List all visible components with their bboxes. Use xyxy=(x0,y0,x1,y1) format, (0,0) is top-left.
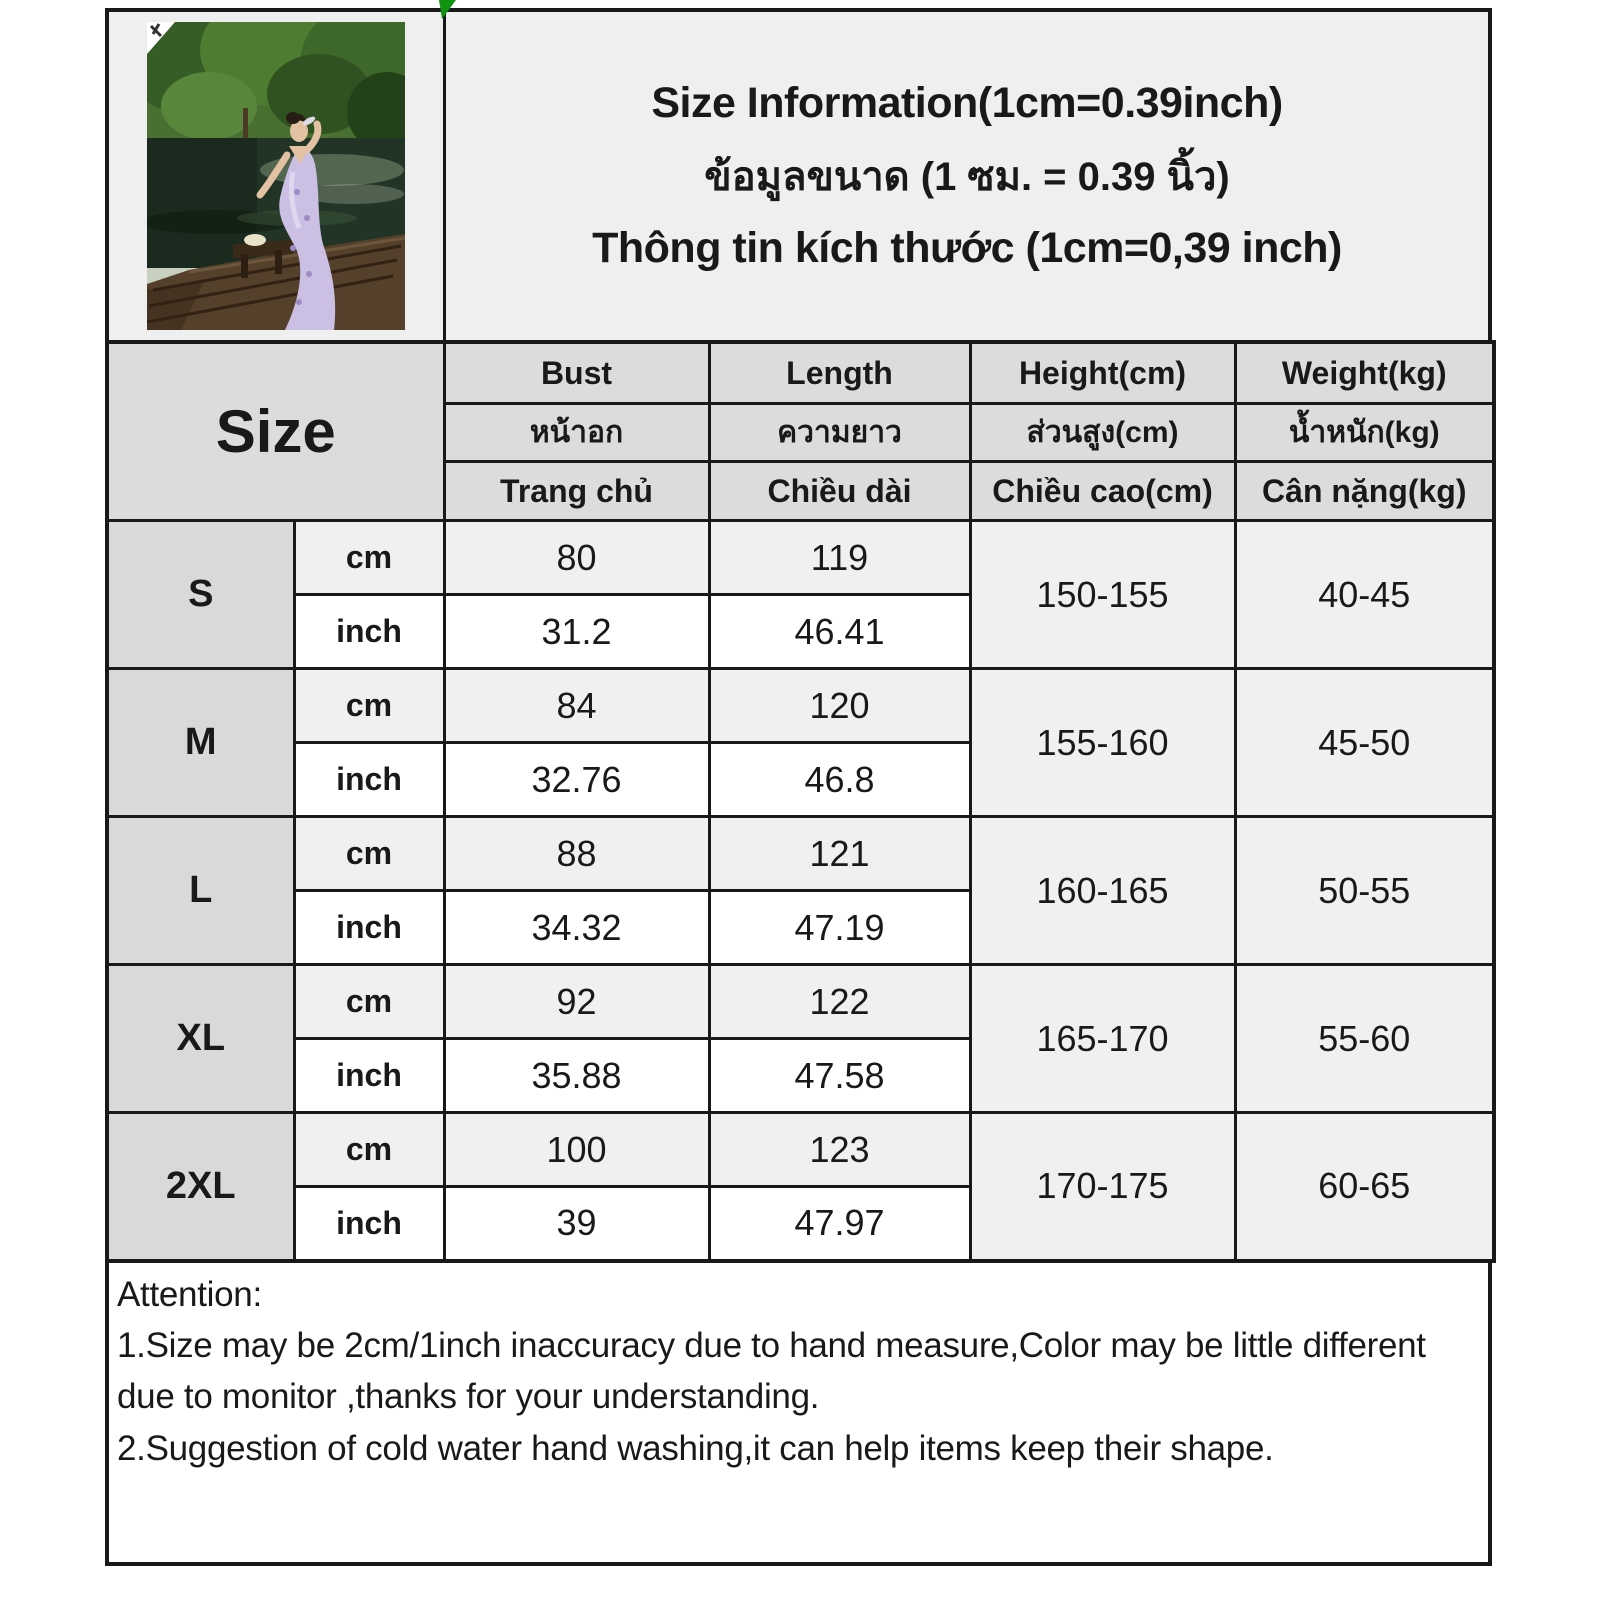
l-length-inch: 47.19 xyxy=(709,891,970,965)
l-bust-cm: 88 xyxy=(444,817,709,891)
header-row xyxy=(105,8,1492,340)
green-corner-marker-icon xyxy=(439,0,457,19)
row-l-cm xyxy=(107,817,1494,891)
bust-header-en: Bust xyxy=(444,342,709,404)
row-2xl-cm xyxy=(107,1113,1494,1187)
s-height-range: 150-155 xyxy=(970,521,1235,669)
unit-inch: inch xyxy=(294,891,444,965)
unit-cm: cm xyxy=(294,1113,444,1187)
size-label-2xl: 2XL xyxy=(107,1113,294,1261)
2xl-bust-inch: 39 xyxy=(444,1187,709,1261)
s-weight-range: 40-45 xyxy=(1235,521,1494,669)
xl-length-inch: 47.58 xyxy=(709,1039,970,1113)
length-header-vi: Chiều dài xyxy=(709,462,970,521)
row-m-cm xyxy=(107,669,1494,743)
m-bust-cm: 84 xyxy=(444,669,709,743)
size-label-s: S xyxy=(107,521,294,669)
length-header-th: ความยาว xyxy=(709,404,970,462)
unit-inch: inch xyxy=(294,743,444,817)
size-chart-sheet xyxy=(105,8,1492,1566)
weight-header-en: Weight(kg) xyxy=(1235,342,1494,404)
2xl-height-range: 170-175 xyxy=(970,1113,1235,1261)
bust-header-vi: Trang chủ xyxy=(444,462,709,521)
unit-cm: cm xyxy=(294,521,444,595)
unit-cm: cm xyxy=(294,965,444,1039)
height-header-vi: Chiều cao(cm) xyxy=(970,462,1235,521)
unit-cm: cm xyxy=(294,817,444,891)
unit-inch: inch xyxy=(294,1187,444,1261)
xl-bust-cm: 92 xyxy=(444,965,709,1039)
unit-inch: inch xyxy=(294,595,444,669)
size-label-m: M xyxy=(107,669,294,817)
l-weight-range: 50-55 xyxy=(1235,817,1494,965)
size-info-title-block xyxy=(446,12,1488,340)
m-length-cm: 120 xyxy=(709,669,970,743)
l-bust-inch: 34.32 xyxy=(444,891,709,965)
attention-note-1: 1.Size may be 2cm/1inch inaccuracy due to hand measure,Color may be little different due to monitor ,thanks for your understanding. xyxy=(117,1325,1426,1417)
m-bust-inch: 32.76 xyxy=(444,743,709,817)
product-photo-cell xyxy=(109,12,446,340)
l-height-range: 160-165 xyxy=(970,817,1235,965)
s-length-inch: 46.41 xyxy=(709,595,970,669)
length-header-en: Length xyxy=(709,342,970,404)
l-length-cm: 121 xyxy=(709,817,970,891)
size-table xyxy=(105,340,1496,1263)
m-weight-range: 45-50 xyxy=(1235,669,1494,817)
product-photo xyxy=(147,22,405,330)
height-header-en: Height(cm) xyxy=(970,342,1235,404)
2xl-weight-range: 60-65 xyxy=(1235,1113,1494,1261)
xl-weight-range: 55-60 xyxy=(1235,965,1494,1113)
bust-header-th: หน้าอก xyxy=(444,404,709,462)
2xl-length-cm: 123 xyxy=(709,1113,970,1187)
xl-height-range: 165-170 xyxy=(970,965,1235,1113)
title-vietnamese: Thông tin kích thước (1cm=0,39 inch) xyxy=(592,224,1342,272)
size-column-header: Size xyxy=(107,342,444,521)
size-label-l: L xyxy=(107,817,294,965)
m-height-range: 155-160 xyxy=(970,669,1235,817)
unit-cm: cm xyxy=(294,669,444,743)
height-header-th: ส่วนสูง(cm) xyxy=(970,404,1235,462)
s-bust-cm: 80 xyxy=(444,521,709,595)
unit-inch: inch xyxy=(294,1039,444,1113)
title-english: Size Information(1cm=0.39inch) xyxy=(651,79,1283,127)
s-length-cm: 119 xyxy=(709,521,970,595)
row-xl-cm xyxy=(107,965,1494,1039)
attention-box xyxy=(105,1263,1492,1566)
weight-header-th: น้ำหนัก(kg) xyxy=(1235,404,1494,462)
size-label-xl: XL xyxy=(107,965,294,1113)
xl-bust-inch: 35.88 xyxy=(444,1039,709,1113)
title-thai: ข้อมูลขนาด (1 ซม. = 0.39 นิ้ว) xyxy=(704,155,1230,199)
2xl-length-inch: 47.97 xyxy=(709,1187,970,1261)
row-s-cm xyxy=(107,521,1494,595)
xl-length-cm: 122 xyxy=(709,965,970,1039)
s-bust-inch: 31.2 xyxy=(444,595,709,669)
table-header-english xyxy=(107,342,1494,404)
2xl-bust-cm: 100 xyxy=(444,1113,709,1187)
attention-heading: Attention: xyxy=(117,1274,262,1314)
weight-header-vi: Cân nặng(kg) xyxy=(1235,462,1494,521)
attention-note-2: 2.Suggestion of cold water hand washing,it can help items keep their shape. xyxy=(117,1428,1274,1468)
m-length-inch: 46.8 xyxy=(709,743,970,817)
